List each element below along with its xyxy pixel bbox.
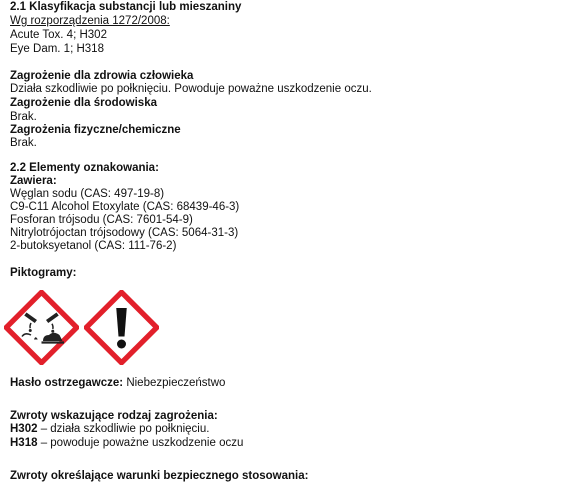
signal-word-line: [10, 377, 225, 390]
ingredient-item: Nitrylotrójoctan trójsodowy (CAS: 5064-31-3): [10, 227, 239, 239]
signal-word-value: Niebezpieczeństwo: [123, 377, 226, 389]
classification-item: Eye Dam. 1; H318: [10, 43, 104, 55]
hazard-statement: [10, 437, 243, 450]
hazard-text: – powoduje poważne uszkodzenie oczu: [37, 437, 244, 449]
hazard-code: H318: [10, 437, 38, 449]
hazard-text: – działa szkodliwie po połknięciu.: [37, 423, 210, 435]
health-hazard-text: Działa szkodliwie po połknięciu. Powoduje poważne uszkodzenie oczu.: [10, 83, 372, 95]
physical-hazard-heading: Zagrożenia fizyczne/chemiczne: [10, 124, 181, 136]
hazard-statements-heading: Zwroty wskazujące rodzaj zagrożenia:: [10, 410, 218, 422]
classification-item: Acute Tox. 4; H302: [10, 29, 107, 41]
regulation-reference: Wg rozporządzenia 1272/2008:: [10, 15, 170, 27]
ingredient-item: 2-butoksyetanol (CAS: 111-76-2): [10, 240, 177, 252]
hazard-code: H302: [10, 423, 38, 435]
precautionary-heading: Zwroty określające warunki bezpiecznego stosowania:: [10, 470, 309, 482]
environment-hazard-text: Brak.: [10, 111, 37, 123]
signal-word-label: Hasło ostrzegawcze:: [10, 377, 124, 389]
exclamation-pictogram-icon: [84, 290, 159, 365]
labeling-heading: 2.2 Elementy oznakowania:: [10, 162, 159, 174]
environment-hazard-heading: Zagrożenie dla środowiska: [10, 97, 157, 109]
pictograms-heading: Piktogramy:: [10, 267, 77, 279]
contains-label: Zawiera:: [10, 175, 57, 187]
hazard-statement: [10, 423, 209, 436]
classification-heading: 2.1 Klasyfikacja substancji lub mieszaniny: [10, 1, 242, 13]
corrosion-pictogram-icon: [4, 290, 79, 365]
health-hazard-heading: Zagrożenie dla zdrowia człowieka: [10, 70, 194, 82]
ingredient-item: C9-C11 Alcohol Etoxylate (CAS: 68439-46-3): [10, 201, 240, 213]
ingredient-item: Fosforan trójsodu (CAS: 7601-54-9): [10, 214, 193, 226]
physical-hazard-text: Brak.: [10, 137, 37, 149]
ingredient-item: Węglan sodu (CAS: 497-19-8): [10, 188, 165, 200]
